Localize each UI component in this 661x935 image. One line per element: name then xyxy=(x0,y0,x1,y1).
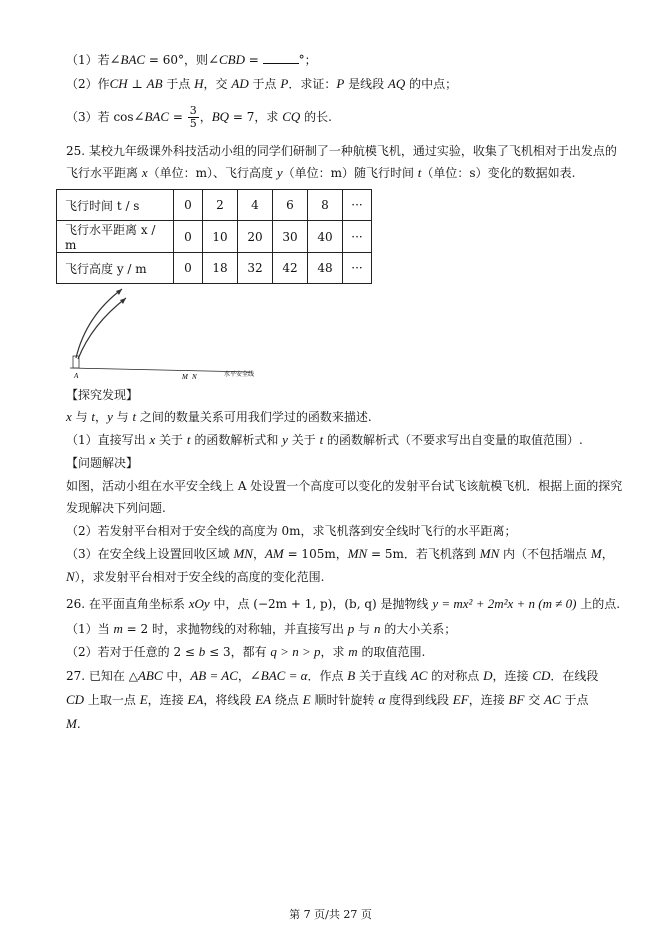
q25-part1: （1）直接写出 x 关于 t 的函数解析式和 y 关于 t 的函数解析式（不要求写出自变量的取值范围）. xyxy=(66,432,583,447)
table-cell: 42 xyxy=(273,253,308,284)
q27-line1: 27. 已知在 △ABC 中，AB = AC，∠BAC = α．作点 B 关于直线 AC 的对称点 D，连接 CD．在线段 xyxy=(66,668,599,683)
q24-part2: （2）作CH ⊥ AB 于点 H，交 AD 于点 P．求证：P 是线段 AQ 的中点； xyxy=(66,76,458,91)
q26-part1: （1）当 m = 2 时，求抛物线的对称轴，并直接写出 p 与 n 的大小关系； xyxy=(66,621,457,636)
row-header: 飞行时间 t / s xyxy=(57,190,174,221)
q25-part3-line1: （3）在安全线上设置回收区域 MN，AM = 105m，MN = 5m．若飞机落到 MN 内（不包括端点 M， xyxy=(66,546,614,561)
row-header: 飞行水平距离 x / m xyxy=(57,221,174,253)
table-cell: 10 xyxy=(203,221,238,253)
safety-line-label: 水平安全线 xyxy=(224,371,255,378)
table-cell: ··· xyxy=(343,190,372,221)
arrow-head-icon xyxy=(116,289,122,295)
q26-intro: 26. 在平面直角坐标系 xOy 中，点 (−2m + 1, p)，(b, q) 是抛物线 y = mx² + 2m²x + n (m ≠ 0) 上的点. xyxy=(66,596,621,611)
table-cell: 30 xyxy=(273,221,308,253)
table-cell: 4 xyxy=(238,190,273,221)
arrow-head-icon xyxy=(120,298,126,304)
table-cell: 0 xyxy=(174,253,203,284)
q25-discover: x 与 t，y 与 t 之间的数量关系可用我们学过的函数来描述. xyxy=(66,409,372,424)
page-footer: 第 7 页/共 27 页 xyxy=(289,908,372,921)
q25-intro-line2: 飞行水平距离 x（单位：m）、飞行高度 y（单位：m）随飞行时间 t（单位：s）变化的数据如表. xyxy=(66,165,576,180)
point-a-label: A xyxy=(74,372,79,380)
q25-solve-line2: 发现解决下列问题. xyxy=(66,501,166,515)
fraction: $\frac{3}{5}$ xyxy=(189,104,197,130)
q25-part2: （2）若发射平台相对于安全线的高度为 0m，求飞机落到安全线时飞行的水平距离； xyxy=(66,524,517,538)
table-row xyxy=(57,253,372,284)
table-row xyxy=(57,221,372,253)
q24-part1: （1）若∠BAC = 60°，则∠CBD = °； xyxy=(66,52,317,67)
table-row xyxy=(57,190,372,221)
flight-figure xyxy=(64,286,264,382)
q24-part3: （3）若 cos∠BAC = $\frac{3}{5}$ ，BQ = 7，求 CQ 的长. xyxy=(66,104,332,130)
answer-blank[interactable] xyxy=(263,53,299,64)
row-header: 飞行高度 y / m xyxy=(57,253,174,284)
table-cell: 48 xyxy=(308,253,343,284)
table-cell: 32 xyxy=(238,253,273,284)
table-cell: ··· xyxy=(343,253,372,284)
table-cell: 20 xyxy=(238,221,273,253)
table-cell: 18 xyxy=(203,253,238,284)
table-cell: 0 xyxy=(174,221,203,253)
table-cell: ··· xyxy=(343,221,372,253)
table-cell: 2 xyxy=(203,190,238,221)
point-m-label: M xyxy=(182,373,188,381)
section-heading-explore: 【探究发现】 xyxy=(66,388,139,402)
q27-line2: CD 上取一点 E，连接 EA，将线段 EA 绕点 E 顺时针旋转 α 度得到线段 EF，连接 BF 交 AC 于点 xyxy=(66,692,589,707)
q25-solve-line1: 如图，活动小组在水平安全线上 A 处设置一个高度可以变化的发射平台试飞该航模飞机．根据上面的探究 xyxy=(66,479,623,493)
q25-part3-line2: N），求发射平台相对于安全线的高度的变化范围. xyxy=(66,569,325,584)
table-cell: 0 xyxy=(174,190,203,221)
flight-data-table xyxy=(56,189,372,284)
section-heading-solve: 【问题解决】 xyxy=(66,456,139,470)
table-cell: 40 xyxy=(308,221,343,253)
table-cell: 8 xyxy=(308,190,343,221)
q27-line3: M. xyxy=(66,716,81,731)
q25-intro-line1: 25. 某校九年级课外科技活动小组的同学们研制了一种航模飞机，通过实验，收集了飞机相对于出发点的 xyxy=(66,144,617,158)
point-n-label: N xyxy=(192,373,197,381)
table-cell: 6 xyxy=(273,190,308,221)
q26-part2: （2）若对于任意的 2 ≤ b ≤ 3，都有 q > n > p，求 m 的取值范围. xyxy=(66,644,426,659)
